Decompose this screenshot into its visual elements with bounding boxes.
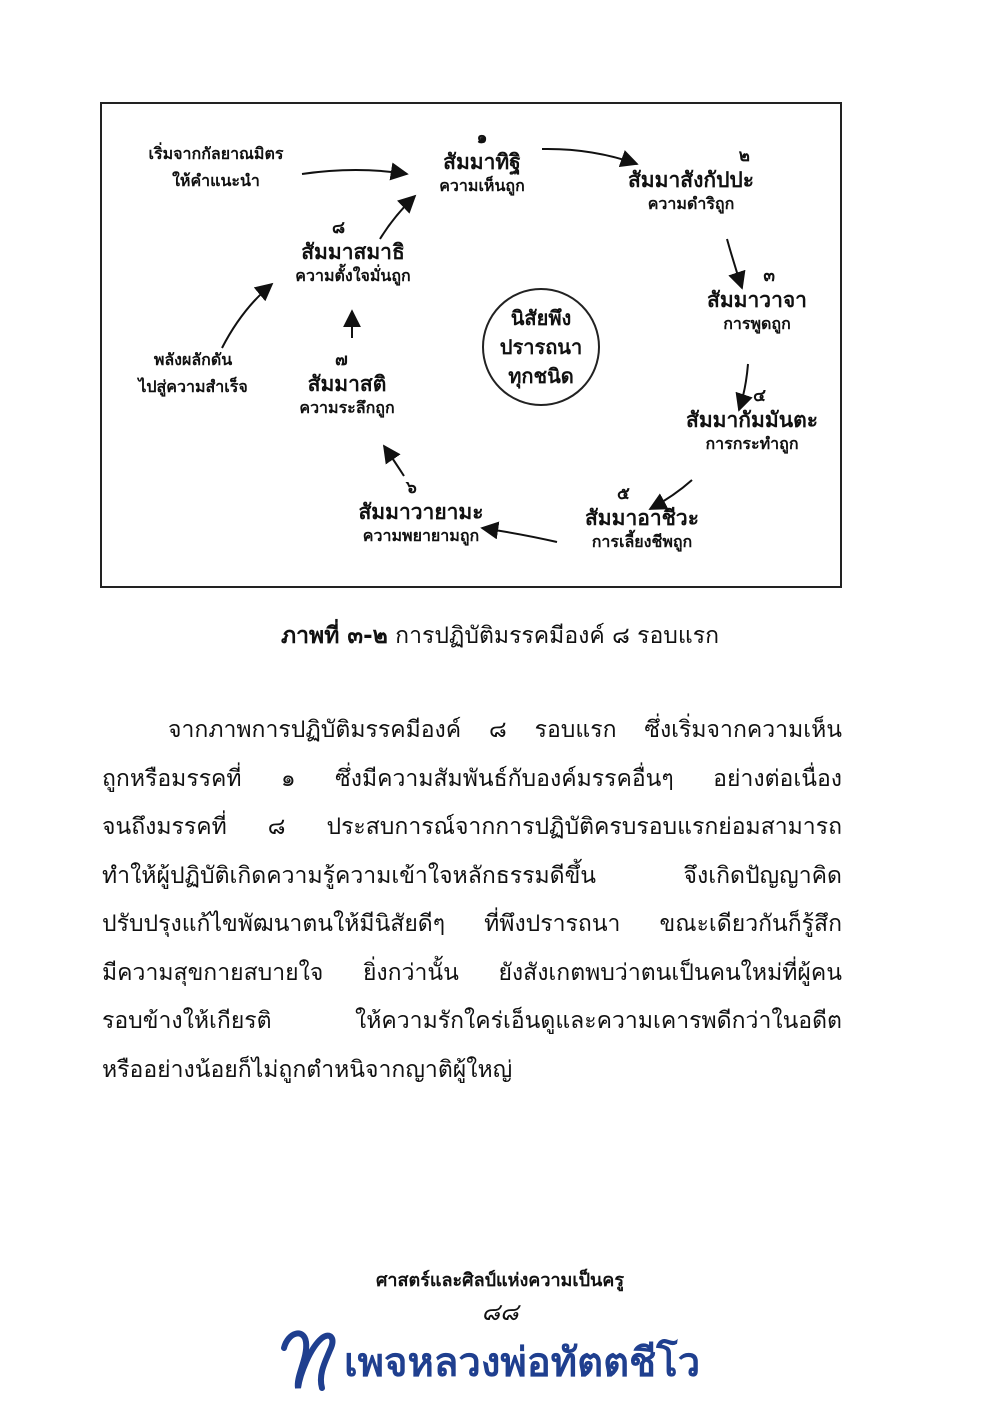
arrow-6-to-7 xyxy=(384,446,404,476)
paragraph-line: ปรับปรุงแก้ไขพัฒนาตนให้มีนิสัยดีๆ ที่พึงปรารถนา ขณะเดียวกันก็รู้สึก xyxy=(102,911,842,937)
node-4-number: ๔ xyxy=(753,386,766,406)
center-line2: ปรารถนา xyxy=(499,334,583,359)
node-7-title: สัมมาสติ xyxy=(307,372,387,397)
node-7 xyxy=(267,350,427,418)
power-note-line1: พลังผลักดัน xyxy=(153,350,233,369)
paragraph-line: จนถึงมรรคที่ ๘ ประสบการณ์จากการปฏิบัติครบรอบแรกย่อมสามารถ xyxy=(102,814,842,840)
center-line3: ทุกชนิด xyxy=(508,363,574,388)
node-5-title: สัมมาอาชีวะ xyxy=(584,506,700,531)
node-8-title: สัมมาสมาธิ xyxy=(301,240,405,265)
paragraph-line: ถูกหรือมรรคที่ ๑ ซึ่งมีความสัมพันธ์กับองค์มรรคอื่นๆ อย่างต่อเนื่อง xyxy=(102,765,842,792)
page-number: ๘๘ xyxy=(481,1298,519,1326)
paragraph-line: รอบข้างให้เกียรติ ให้ความรักใคร่เอ็นดูและความเคารพดีกว่าในอดีต xyxy=(102,1008,842,1034)
node-5-number: ๕ xyxy=(617,484,630,504)
node-3-number: ๓ xyxy=(763,266,775,286)
node-6-number: ๖ xyxy=(406,478,417,498)
node-4-title: สัมมากัมมันตะ xyxy=(686,408,818,433)
node-3 xyxy=(677,266,837,334)
start-note-line2: ให้คำแนะนำ xyxy=(172,171,260,191)
node-4 xyxy=(662,386,842,454)
node-1-subtitle: ความเห็นถูก xyxy=(439,175,525,195)
power-note xyxy=(108,346,278,400)
node-2-title: สัมมาสังกัปปะ xyxy=(627,168,755,193)
body-paragraph xyxy=(102,706,842,1094)
node-5 xyxy=(552,484,732,552)
eightfold-path-diagram xyxy=(100,102,842,588)
node-8 xyxy=(260,218,446,286)
figure-caption xyxy=(0,618,1000,654)
node-8-number: ๘ xyxy=(332,218,346,238)
start-note-line1: เริ่มจากกัลยาณมิตร xyxy=(148,144,284,163)
node-2-subtitle: ความดำริถูก xyxy=(647,193,735,213)
paragraph-line: มีความสุขกายสบายใจ ยิ่งกว่านั้น ยังสังเกตพบว่าตนเป็นคนใหม่ที่ผู้คน xyxy=(102,959,842,986)
brand-logo xyxy=(278,1318,738,1398)
node-3-subtitle: การพูดถูก xyxy=(723,313,791,333)
paragraph-line: หรืออย่างน้อยก็ไม่ถูกตำหนิจากญาติผู้ใหญ่ xyxy=(102,1056,513,1083)
arrow-start-to-1 xyxy=(302,170,407,174)
node-6-subtitle: ความพยายามถูก xyxy=(362,525,480,545)
node-2-number: ๒ xyxy=(738,146,750,166)
node-7-subtitle: ความระลึกถูก xyxy=(299,397,395,417)
node-6-title: สัมมาวายามะ xyxy=(358,500,484,525)
brand-name: เพจหลวงพ่อทัตตชีโว xyxy=(344,1340,701,1386)
node-2 xyxy=(596,146,786,214)
node-4-subtitle: การกระทำถูก xyxy=(705,433,799,453)
node-1-title: สัมมาทิฐิ xyxy=(443,150,521,175)
center-line1: นิสัยพึง xyxy=(510,305,572,330)
node-1-number: ๑ xyxy=(476,128,488,148)
center-circle xyxy=(482,288,600,406)
caption-text: การปฏิบัติมรรคมีองค์ ๘ รอบแรก xyxy=(387,623,719,649)
brand-mark-icon xyxy=(278,1318,348,1398)
start-note xyxy=(116,140,316,194)
node-6 xyxy=(326,478,516,546)
footer-book-title: ศาสตร์และศิลป์แห่งความเป็นครู xyxy=(375,1270,625,1291)
arrow-power-to-8 xyxy=(222,284,272,348)
power-note-line2: ไปสู่ความสำเร็จ xyxy=(138,377,248,397)
node-8-subtitle: ความตั้งใจมั่นถูก xyxy=(295,265,411,285)
node-5-subtitle: การเลี้ยงชีพถูก xyxy=(591,531,693,551)
caption-label: ภาพที่ ๓-๒ xyxy=(280,623,388,649)
node-1 xyxy=(402,128,562,196)
paragraph-line: จากภาพการปฏิบัติมรรคมีองค์ ๘ รอบแรก ซึ่งเริ่มจากความเห็น xyxy=(168,717,842,743)
paragraph-line: ทำให้ผู้ปฏิบัติเกิดความรู้ความเข้าใจหลักธรรมดีขึ้น จึงเกิดปัญญาคิด xyxy=(102,862,842,889)
node-3-title: สัมมาวาจา xyxy=(707,288,807,313)
node-7-number: ๗ xyxy=(335,350,348,370)
